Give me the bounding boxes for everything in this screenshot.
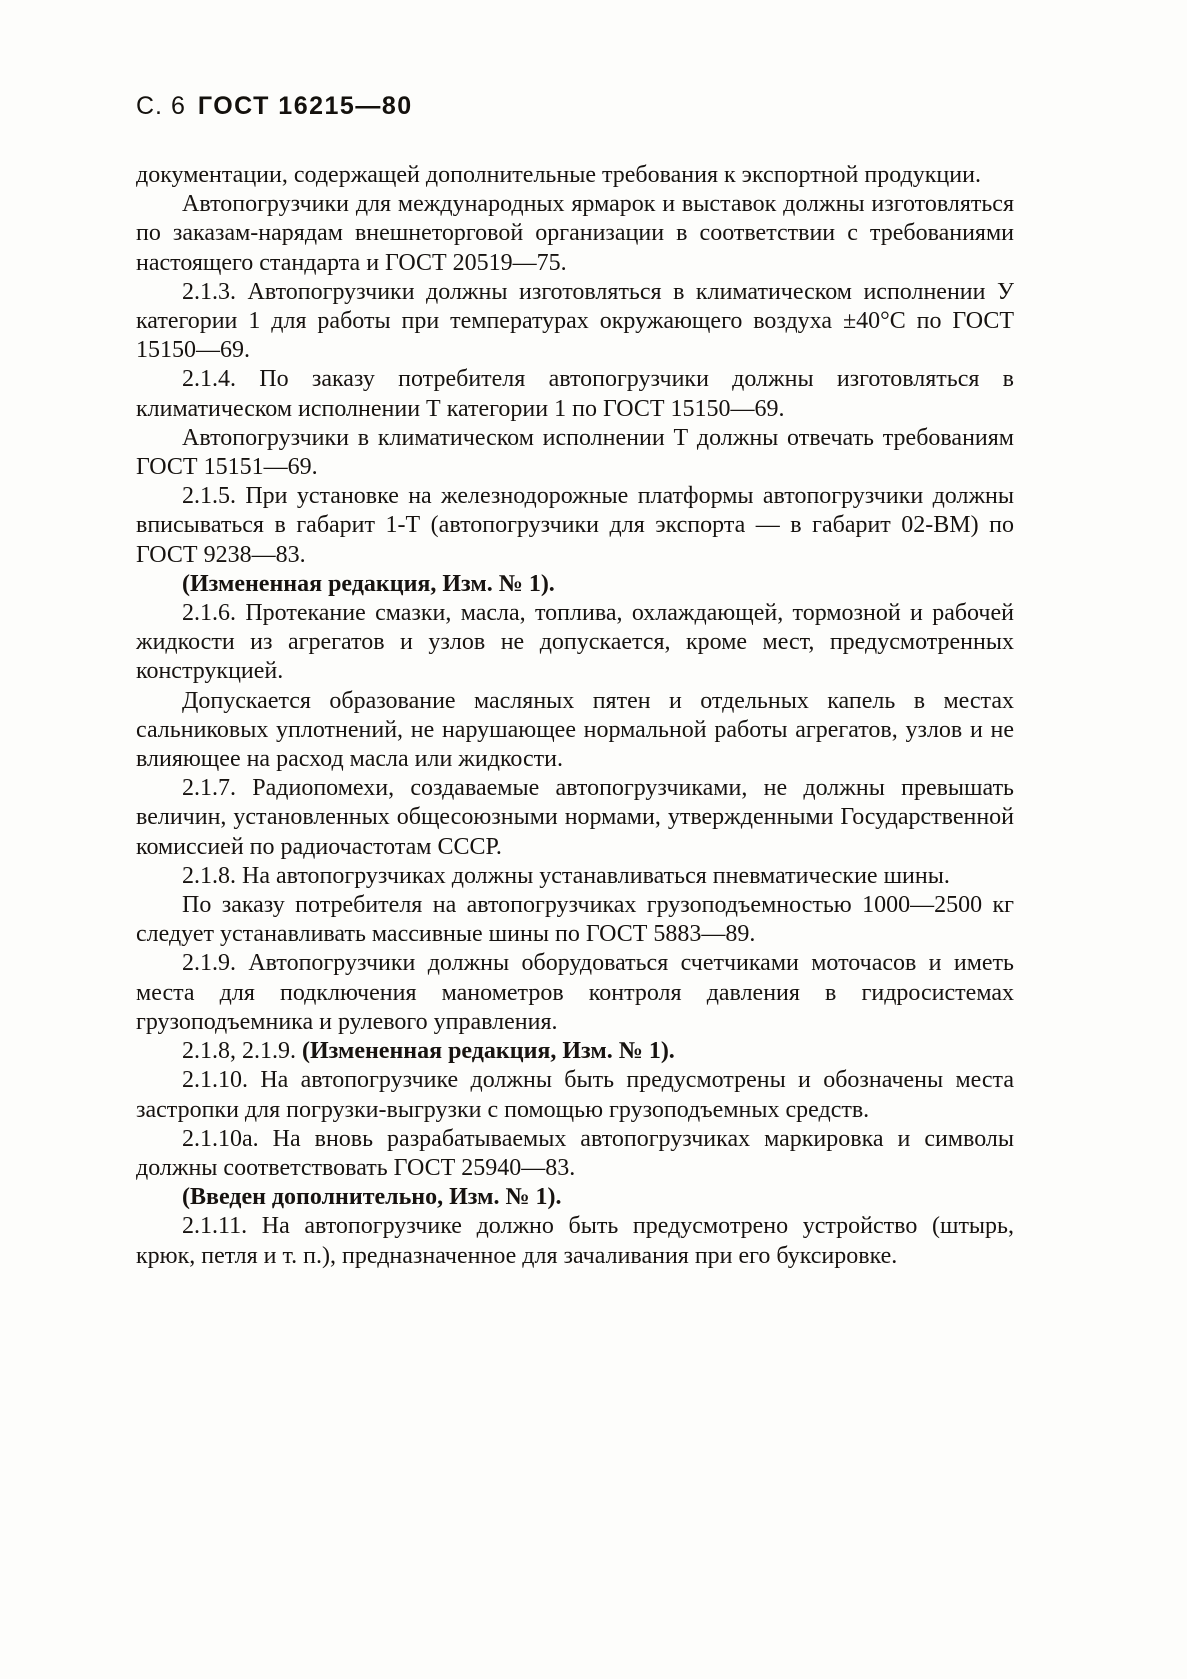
paragraph — [136, 570, 1014, 599]
paragraph-text: 2.1.8, 2.1.9. — [182, 1038, 302, 1065]
paragraph-text: 2.1.10а. На вновь разрабатываемых автопогрузчиках маркировка и символы должны соответствовать ГОСТ 25940—83. — [136, 1125, 1014, 1181]
paragraph-text: 2.1.7. Радиопомехи, создаваемые автопогрузчиками, не должны превышать величин, установленных общесоюзными нормами, утвержденными Государственной комиссией по радиочастотам СССР. — [136, 775, 1014, 860]
paragraph-text: 2.1.6. Протекание смазки, масла, топлива, охлаждающей, тормозной и рабочей жидкости из агрегатов и узлов не допускается, кроме мест, предусмотренных конструкцией. — [136, 600, 1014, 685]
paragraph-text: 2.1.8. На автопогрузчиках должны устанавливаться пневматические шины. — [182, 862, 950, 889]
paragraph — [136, 774, 1014, 862]
document-reference: ГОСТ 16215—80 — [197, 92, 413, 120]
document-body — [136, 161, 1014, 1271]
paragraph-text: 2.1.11. На автопогрузчике должно быть предусмотрено устройство (штырь, крюк, петля и т. п.), предназначенное для зачаливания при его буксировке. — [136, 1213, 1014, 1269]
paragraph — [136, 482, 1014, 570]
paragraph-text: 2.1.10. На автопогрузчике должны быть предусмотрены и обозначены места застропки для погрузки-выгрузки с помощью грузоподъемных средств. — [136, 1067, 1014, 1123]
paragraph-bold-text: (Введен дополнительно, Изм. № 1). — [182, 1184, 562, 1211]
paragraph — [136, 599, 1014, 687]
paragraph — [136, 1066, 1014, 1124]
paragraph — [136, 365, 1014, 423]
paragraph — [136, 1037, 1014, 1066]
paragraph-text: Допускается образование масляных пятен и отдельных капель в местах сальниковых уплотнений, не нарушающее нормальной работы агрегатов, узлов и не влияющее на расход масла или жидкости. — [136, 687, 1014, 773]
paragraph-text: 2.1.4. По заказу потребителя автопогрузчики должны изготовляться в климатическом исполнении Т категории 1 по ГОСТ 15150—69. — [136, 366, 1014, 422]
paragraph-bold-text: (Измененная редакция, Изм. № 1). — [182, 570, 555, 597]
paragraph — [136, 161, 1014, 190]
page-header — [136, 92, 413, 121]
paragraph-text: По заказу потребителя на автопогрузчиках грузоподъемностью 1000—2500 кг следует устанавливать массивные шины по ГОСТ 5883—89. — [136, 892, 1014, 948]
paragraph — [136, 1212, 1014, 1270]
paragraph — [136, 949, 1014, 1037]
paragraph — [136, 687, 1014, 775]
paragraph — [136, 891, 1014, 949]
paragraph — [136, 862, 1014, 891]
paragraph-bold-text: (Измененная редакция, Изм. № 1). — [302, 1038, 675, 1065]
paragraph — [136, 1125, 1014, 1183]
paragraph-text: 2.1.3. Автопогрузчики должны изготовляться в климатическом исполнении У категории 1 для работы при температурах окружающего воздуха ±40°С по ГОСТ 15150—69. — [136, 278, 1014, 364]
paragraph — [136, 190, 1014, 278]
paragraph-text: 2.1.5. При установке на железнодорожные платформы автопогрузчики должны вписываться в габарит 1-Т (автопогрузчики для экспорта — в габарит 02-ВМ) по ГОСТ 9238—83. — [136, 483, 1014, 568]
paragraph-text: Автопогрузчики для международных ярмарок и выставок должны изготовляться по заказам-нарядам внешнеторговой организации в соответствии с требованиями настоящего стандарта и ГОСТ 20519—75. — [136, 191, 1014, 276]
paragraph — [136, 1183, 1014, 1212]
paragraph — [136, 424, 1014, 482]
page-number-label: С. 6 — [136, 92, 186, 120]
paragraph-text: Автопогрузчики в климатическом исполнении Т должны отвечать требованиям ГОСТ 15151—69. — [136, 424, 1014, 481]
paragraph-text: документации, содержащей дополнительные требования к экспортной продукции. — [136, 162, 981, 188]
paragraph — [136, 278, 1014, 366]
paragraph-text: 2.1.9. Автопогрузчики должны оборудоваться счетчиками моточасов и иметь места для подключения манометров контроля давления в гидросистемах грузоподъемника и рулевого управления. — [136, 950, 1014, 1035]
